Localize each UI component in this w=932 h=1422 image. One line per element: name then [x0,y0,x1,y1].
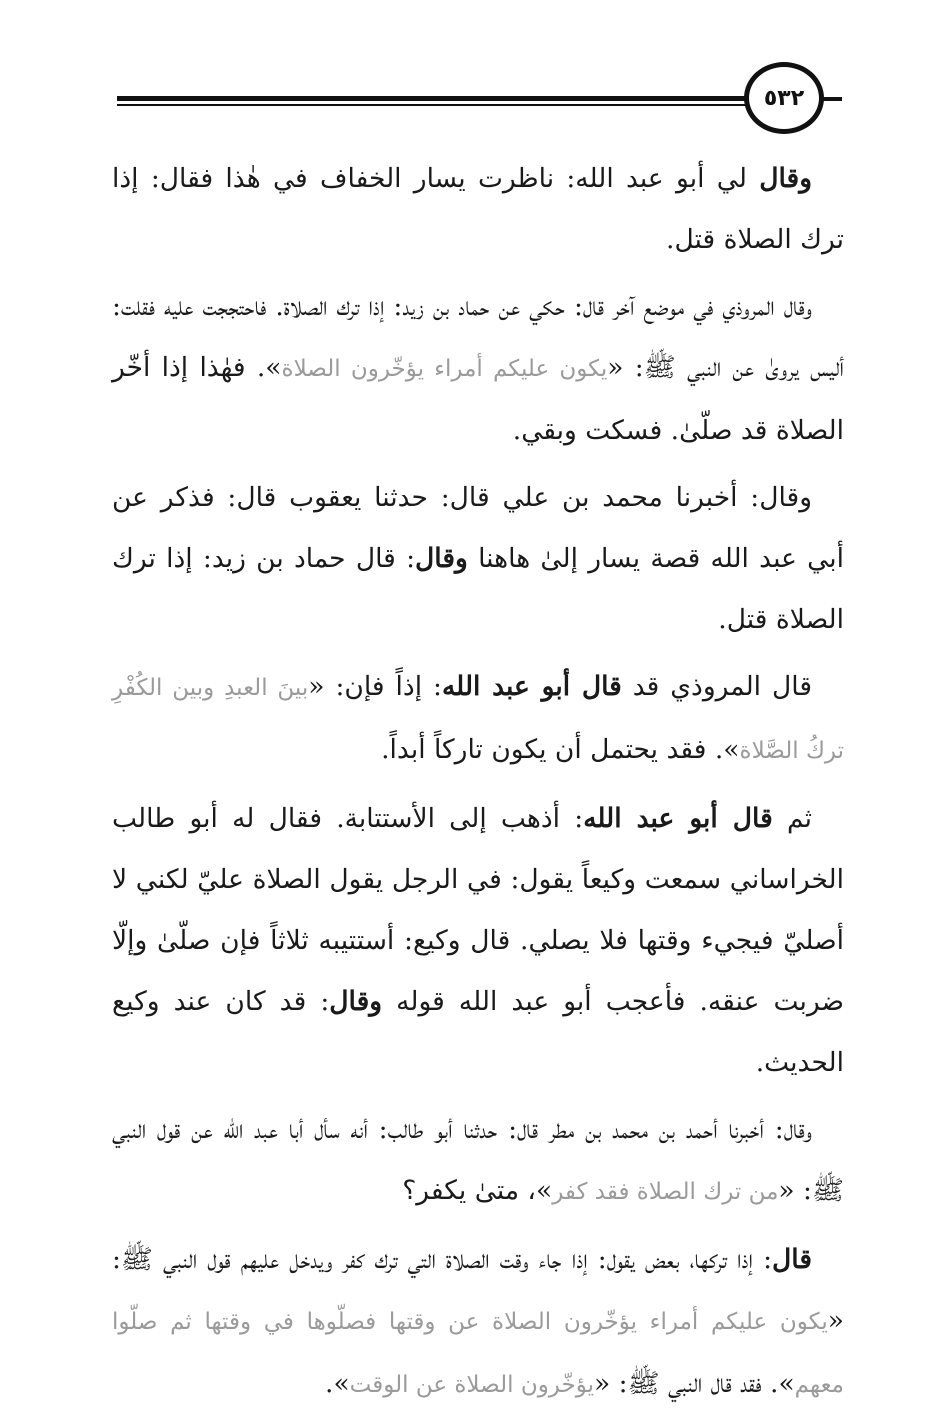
header-rule-thick [117,96,753,101]
paragraph-3 [112,467,844,650]
lead-word: قال [772,1244,812,1275]
hadith-quote: من ترك الصلاة فقد كفر [552,1179,779,1205]
paragraph-text: ». فهٰذا إذا أخّر الصلاة قد صلّىٰ. فسكت وبقي. [112,352,844,446]
paragraph-text: : قال حماد بن زيد: إذا ترك الصلاة قتل. [112,543,844,635]
paragraph-4 [112,656,844,782]
paragraph-text: ». فقد قال النبي ﷺ: « [594,1368,795,1399]
lead-word: وقال [759,163,812,194]
hadith-quote: يؤخّرون الصلاة عن الوقت [349,1372,595,1398]
paragraph-text: وقال المروذي في موضع آخر قال: حكي عن حماد بن زيد: إذا ترك الصلاة. فاحتججت عليه فقلت: أليس يروىٰ عن النبي ﷺ: « [112,291,844,383]
paragraph-7 [112,1229,844,1416]
paragraph-text: قال المروذي قد [621,671,812,702]
paragraph-text: لي أبو عبد الله: ناظرت يسار الخفاف في هٰذا فقال: إذا ترك الصلاة قتل. [112,163,844,255]
paragraph-text: »، متىٰ يكفر؟ [402,1175,553,1206]
header-rule-thin [117,104,753,106]
page-number: ٥٣٢ [763,85,805,111]
paragraph-text: : إذاً فإن: « [308,671,442,702]
hadith-quote: يكون عليكم أمراء يؤخّرون الصلاة عن وقتها فصلّوها في وقتها ثم صلّوا معهم [112,1309,844,1398]
bold-phrase: وقال [329,986,383,1017]
paragraph-5 [112,788,844,1093]
paragraph-text: وقال: أخبرنا محمد بن علي قال: حدثنا يعقوب قال: فذكر عن أبي عبد الله قصة يسار إلىٰ هاهنا [112,482,844,574]
paragraph-6 [112,1099,844,1223]
paragraph-text: : قد كان عند وكيع الحديث. [112,986,844,1078]
paragraph-text: ». فقد يحتمل أن يكون تاركاً أبداً. [381,734,740,765]
bold-phrase: قال أبو عبد الله [583,803,773,834]
hadith-quote: بينَ العبدِ وبين الكُفْرِ تركُ الصَّلاة [112,675,844,764]
bold-phrase: قال أبو عبد الله [441,671,622,702]
paragraph-2 [112,276,844,461]
hadith-quote: يكون عليكم أمراء يؤخّرون الصلاة [281,356,608,382]
paragraph-text: ». [325,1368,350,1399]
paragraph-1 [112,148,844,270]
paragraph-text: ثم [772,803,812,834]
bold-phrase: وقال [415,543,468,574]
paragraph-text: وقال: أخبرنا أحمد بن محمد بن مطر قال: حدثنا أبو طالب: أنه سأل أبا عبد الله عن قول النبي ﷺ: « [112,1114,844,1206]
paragraph-text: : إذا تركها، بعض يقول: إذا جاء وقت الصلاة التي ترك كفر ويدخل عليهم قول النبي ﷺ: « [112,1244,844,1336]
page-body [112,148,844,1422]
paragraph-text: : أذهب إلى الأستتابة. فقال له أبو طالب الخراساني سمعت وكيعاً يقول: في الرجل يقول الصلاة عليّ لكني لا أصليّ فيجيء وقتها فلا يصلي. قال وكيع: أستتيبه ثلاثاً فإن صلّىٰ وإلّا ضربت عنقه. فأعجب أبو عبد الله قوله [112,803,844,1017]
header-rule-stub [822,97,842,101]
page-number-badge [744,62,824,134]
page-header [0,0,932,140]
